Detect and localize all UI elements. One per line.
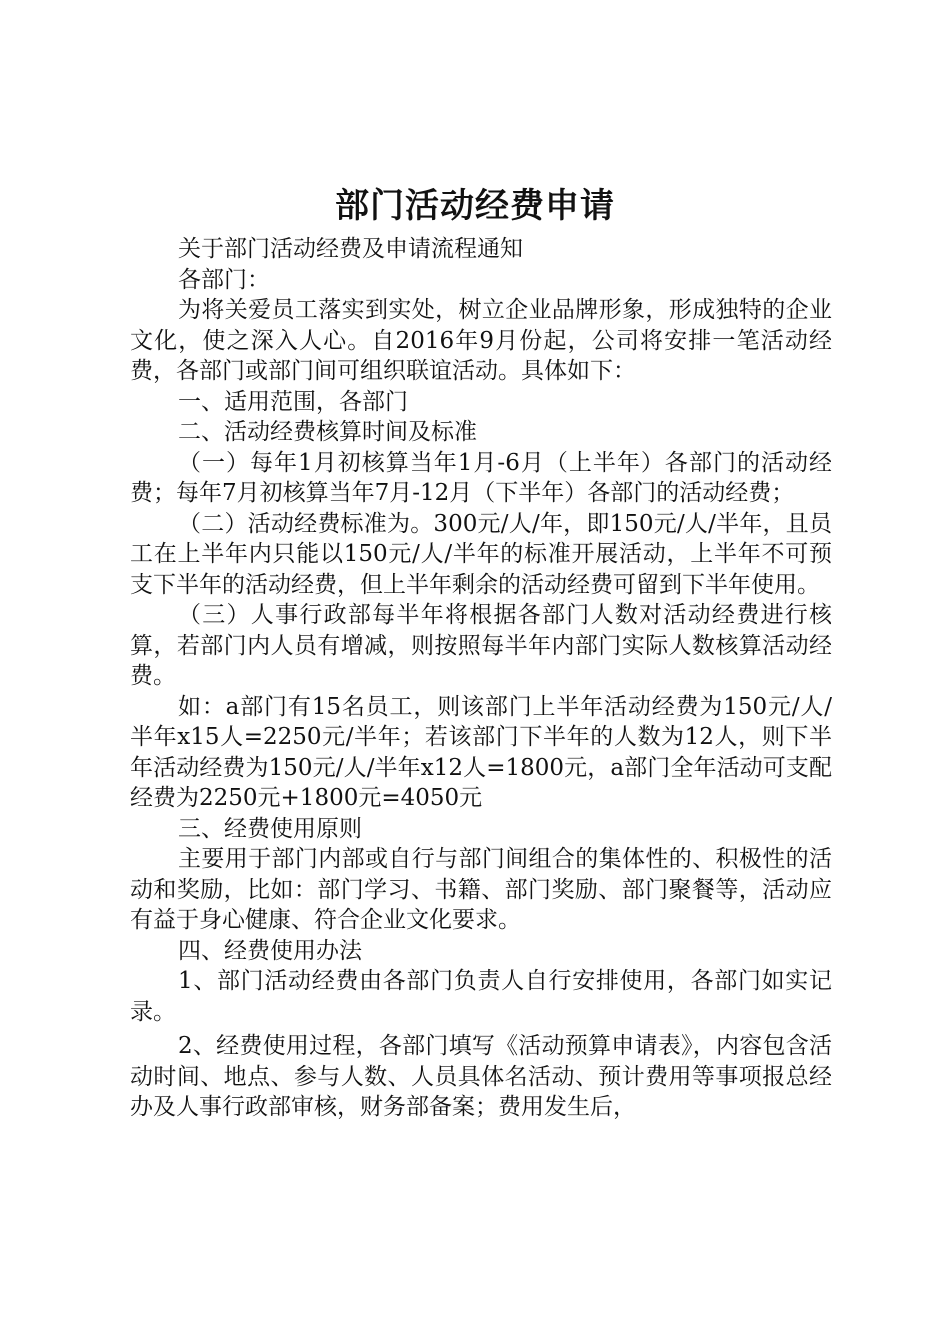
section-principle-heading: 三、经费使用原则 [178,815,362,842]
section-standard-heading: 二、活动经费核算时间及标准 [178,419,477,445]
document-title: 部门活动经费申请 [335,186,615,226]
salutation: 各部门： [178,266,270,293]
notice-heading: 关于部门活动经费及申请流程通知 [178,236,523,262]
method-item-1: 1、部门活动经费由各部门负责人自行安排使用，各部门如实记录。 [130,968,832,1025]
standard-item-1: （一）每年1月初核算当年1月-6月（上半年）各部门的活动经费；每年7月初核算当年7月-12月（下半年）各部门的活动经费； [130,449,832,506]
example-paragraph: 如：a部门有15名员工，则该部门上半年活动经费为150元/人/半年x15人=2250元/半年；若该部门下半年的人数为12人，则下半年活动经费为150元/人/半年x12人=1800元，a部门全年活动可支配经费为2250元+1800元=4050元 [130,693,832,811]
section-scope-heading: 一、适用范围，各部门 [178,388,408,415]
intro-paragraph: 为将关爱员工落实到实处，树立企业品牌形象，形成独特的企业文化，使之深入人心。自2016年9月份起，公司将安排一笔活动经费，各部门或部门间可组织联谊活动。具体如下： [130,297,832,384]
standard-item-2: （二）活动经费标准为。300元/人/年，即150元/人/半年，且员工在上半年内只能以150元/人/半年的标准开展活动，上半年不可预支下半年的活动经费，但上半年剩余的活动经费可留到下半年使用。 [130,510,832,598]
method-item-2: 2、经费使用过程，各部门填写《活动预算申请表》，内容包含活动时间、地点、参与人数、人员具体名活动、预计费用等事项报总经办及人事行政部审核，财务部备案；费用发生后， [130,1033,832,1120]
document-body [130,234,832,1123]
standard-item-3: （三）人事行政部每半年将根据各部门人数对活动经费进行核算，若部门内人员有增减，则按照每半年内部门实际人数核算活动经费。 [130,602,832,689]
principle-paragraph: 主要用于部门内部或自行与部门间组合的集体性的、积极性的活动和奖励，比如：部门学习、书籍、部门奖励、部门聚餐等，活动应有益于身心健康、符合企业文化要求。 [130,846,832,933]
section-method-heading: 四、经费使用办法 [178,937,362,964]
